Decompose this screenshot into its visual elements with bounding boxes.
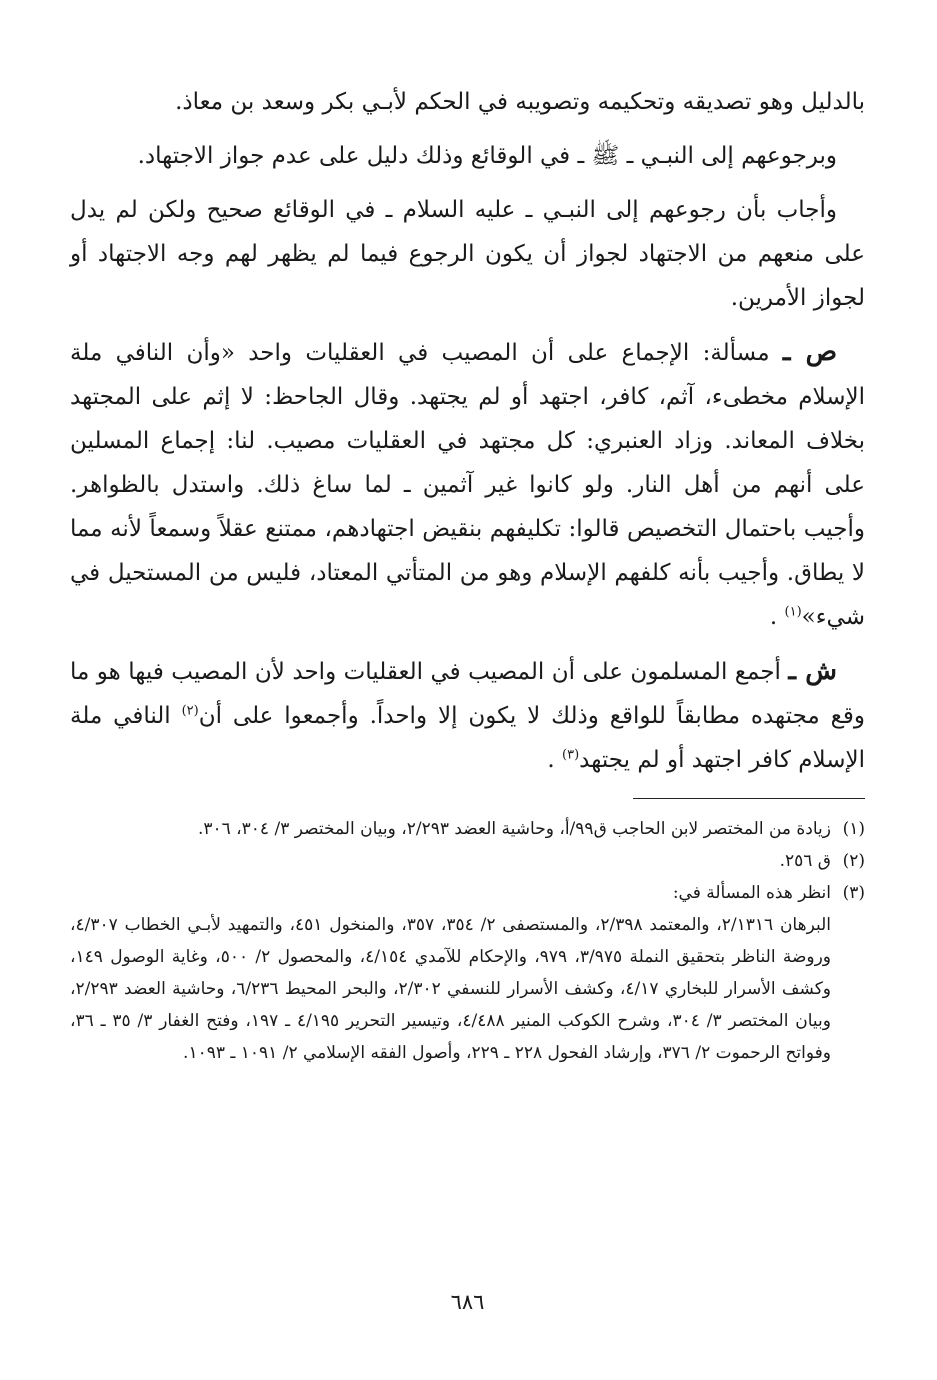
- footnote-ref-2[interactable]: (٢): [181, 703, 199, 719]
- footnote-2: [70, 845, 865, 877]
- matn-paragraph: [70, 330, 865, 639]
- matn-end: .: [769, 604, 778, 630]
- footnote-1-text: زيادة من المختصر لابن الحاجب ق٩٩/أ، وحاشية العضد ٢/٢٩٣، وبيان المختصر ٣/ ٣٠٤، ٣٠٦.: [197, 819, 831, 839]
- footnote-divider: [633, 798, 865, 799]
- footnote-3-number: (٣): [842, 883, 865, 903]
- body-paragraph-1: بالدليل وهو تصديقه وتحكيمه وتصويبه في الحكم لأبـي بكر وسعد بن معاذ.: [175, 89, 865, 115]
- sharh-text-a: أجمع المسلمون على أن المصيب في العقليات واحد لأن المصيب فيها هو ما وقع مجتهده مطابقاً للواقع وذلك لا يكون إلا واحداً. وأجمعوا على أن: [70, 659, 865, 729]
- footnote-ref-3[interactable]: (٣): [562, 747, 580, 763]
- book-page: [70, 80, 865, 1340]
- footnote-3: [70, 877, 865, 909]
- body-paragraph-3: وأجاب بأن رجوعهم إلى النبـي ـ عليه السلام ـ في الوقائع صحيح ولكن لم يدل على منعهم من الاجتهاد لجواز أن يكون الرجوع فيما لم يظهر لهم وجه الاجتهاد أو لجواز الأمرين.: [70, 197, 865, 311]
- footnote-ref-1[interactable]: (١): [784, 604, 802, 620]
- matn-text: مسألة: الإجماع على أن المصيب في العقليات واحد «وأن النافي ملة الإسلام مخطىء، آثم، كافر، اجتهد أو لم يجتهد. وقال الجاحظ: لا إثم على المجتهد بخلاف المعاند. وزاد العنبري: كل مجتهد في العقليات مصيب. لنا: إجماع المسلين على أنهم من أهل النار. ولو كانوا غير آثمين ـ لما ساغ ذلك. واستدل بالظواهر. وأجيب باحتمال التخصيص قالوا: تكليفهم بنقيض اجتهادهم، ممتنع عقلاً وسمعاً لأنه مما لا يطاق. وأجيب بأنه كلفهم الإسلام وهو من المتأتي المعتاد، فليس من المستحيل في شيء»: [70, 340, 865, 630]
- footnote-1: [70, 813, 865, 845]
- footnote-3-text: انظر هذه المسألة في:: [672, 883, 831, 903]
- body-paragraph-2: وبرجوعهم إلى النبـي ـ ﷺ ـ في الوقائع وذلك دليل على عدم جواز الاجتهاد.: [137, 143, 837, 169]
- sad-marker: ص ـ: [782, 337, 838, 367]
- footnote-3-references: البرهان ٢/١٣١٦، والمعتمد ٢/٣٩٨، والمستصفى ٢/ ٣٥٤، ٣٥٧، والمنخول ٤٥١، والتمهيد لأبـي الخطاب ٤/٣٠٧، وروضة الناظر بتحقيق النملة ٣/٩٧٥، ٩٧٩، والإحكام للآمدي ٤/١٥٤، والمحصول ٢/ ٥٠٠، وغاية الوصول ١٤٩، وكشف الأسرار للبخاري ٤/١٧، وكشف الأسرار للنسفي ٢/٣٠٢، والبحر المحيط ٦/٢٣٦، وحاشية العضد ٢/٢٩٣، وبيان المختصر ٣/ ٣٠٤، وشرح الكوكب المنير ٤/٤٨٨، وتيسير التحرير ٤/١٩٥ ـ ١٩٧، وفتح الغفار ٣/ ٣٥ ـ ٣٦، وفواتح الرحموت ٢/ ٣٧٦، وإرشاد الفحول ٢٢٨ ـ ٢٢٩، وأصول الفقه الإسلامي ٢/ ١٠٩١ ـ ١٠٩٣.: [70, 915, 832, 1063]
- footnote-1-number: (١): [842, 819, 865, 839]
- sharh-text-b: النافي ملة الإسلام كافر اجتهد أو لم يجتهد: [70, 703, 865, 773]
- footnote-2-text: ق ٢٥٦.: [779, 851, 831, 871]
- sharh-end: .: [547, 747, 555, 773]
- sharh-paragraph: [70, 649, 865, 782]
- shin-marker: ش ـ: [788, 656, 837, 686]
- footnote-2-number: (٢): [842, 851, 865, 871]
- page-number: ٦٨٦: [450, 1290, 485, 1314]
